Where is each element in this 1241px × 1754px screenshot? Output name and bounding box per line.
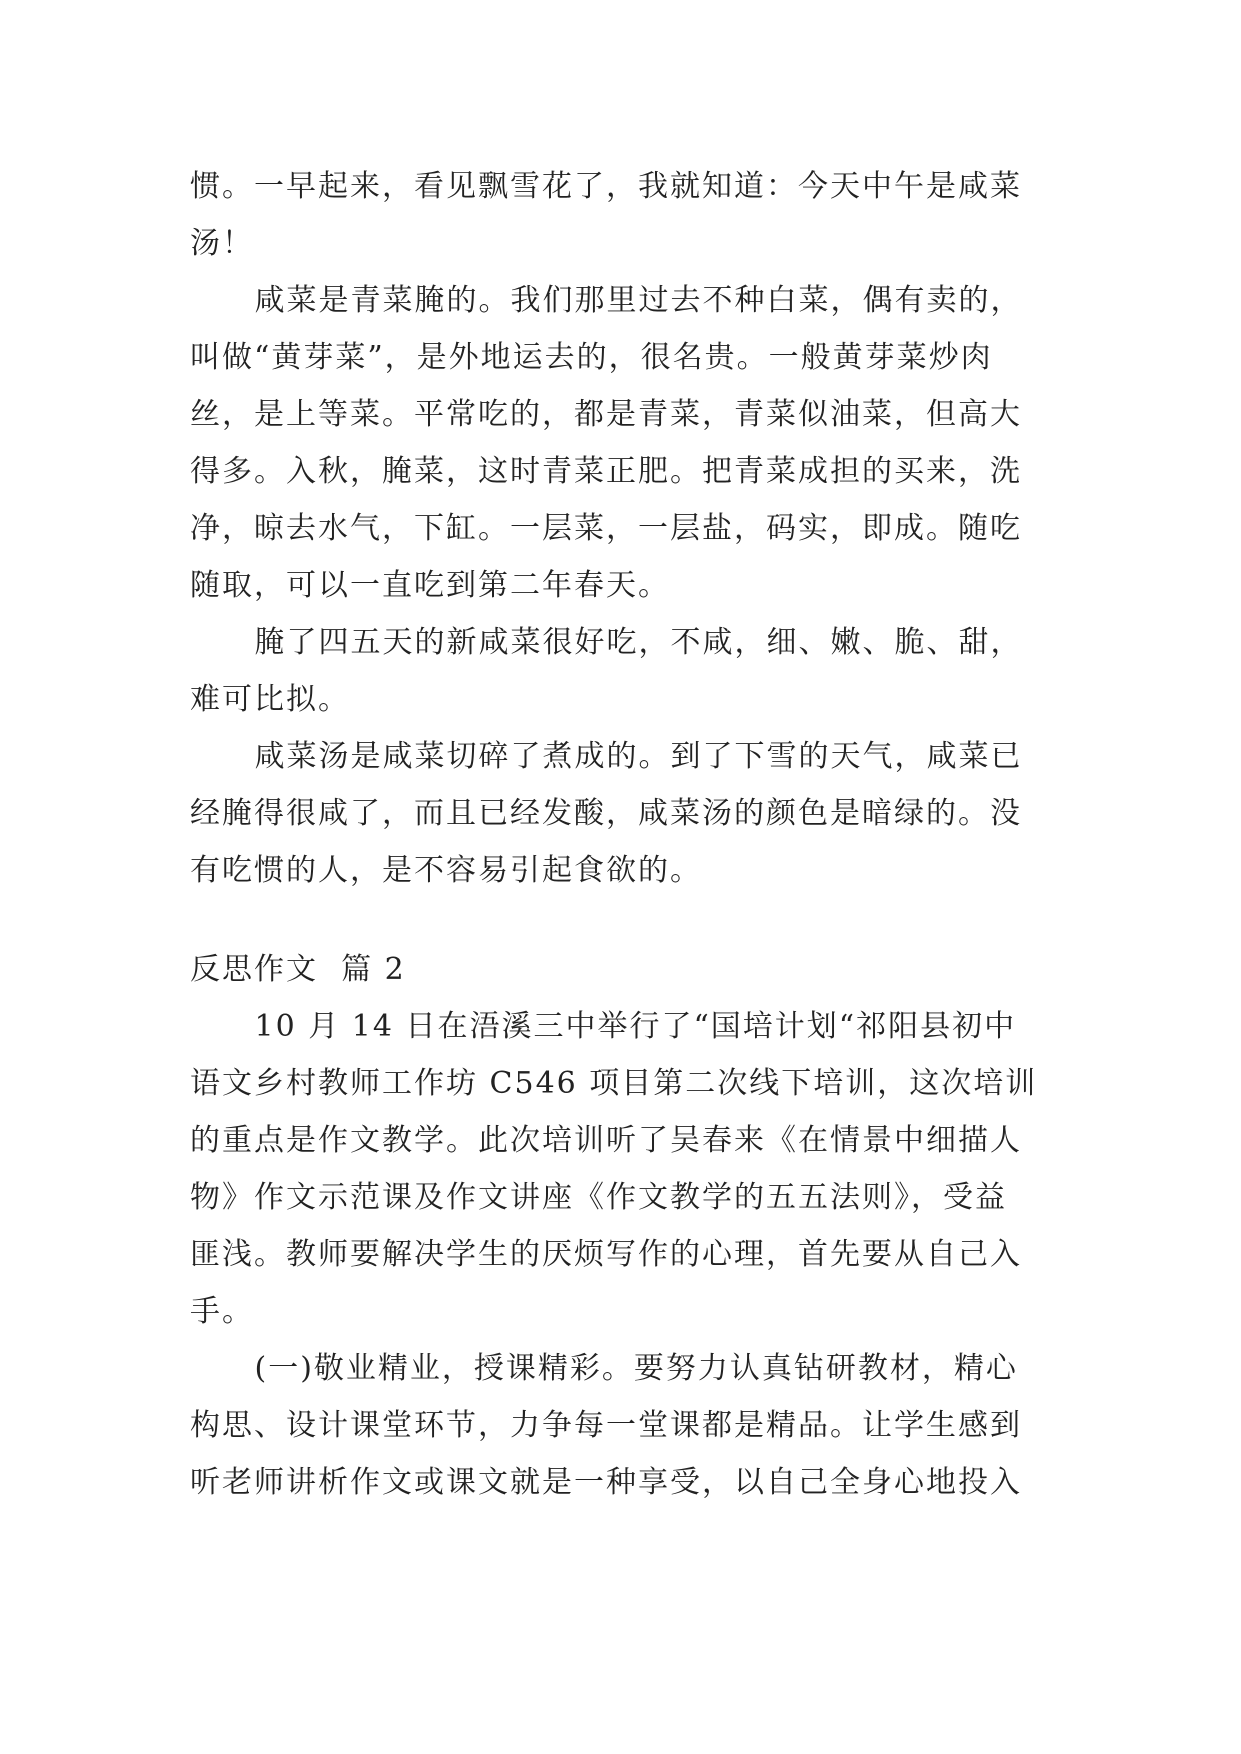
section-heading [190, 941, 1070, 998]
text-line: (一)敬业精业，授课精彩。要努力认真钻研教材，精心 [254, 1351, 1018, 1386]
text-line: 的重点是作文教学。此次培训听了吴春来《在情景中细描人 [190, 1123, 1022, 1158]
text-line: 手。 [190, 1294, 254, 1329]
text-line: 腌了四五天的新咸菜很好吃，不咸，细、嫩、脆、甜， [254, 625, 1023, 660]
text-line: 惯。一早起来，看见飘雪花了，我就知道：今天中午是咸菜 [190, 169, 1022, 204]
text-line: 语文乡村教师工作坊 C546 项目第二次线下培训，这次培训 [190, 1066, 1038, 1101]
paragraph-training-summary [190, 998, 1070, 1340]
text-line: 净，晾去水气，下缸。一层菜，一层盐，码实，即成。随吃 [190, 511, 1022, 546]
text-line: 物》作文示范课及作文讲座《作文教学的五五法则》，受益 [190, 1180, 1007, 1215]
section-heading-text: 反思作文 篇 2 [190, 952, 406, 987]
text-line: 经腌得很咸了，而且已经发酸，咸菜汤的颜色是暗绿的。没 [190, 796, 1022, 831]
paragraph-new-pickles [190, 614, 1070, 728]
text-line: 咸菜是青菜腌的。我们那里过去不种白菜，偶有卖的， [254, 283, 1023, 318]
document-body [190, 158, 1070, 1511]
text-line: 10 月 14 日在浯溪三中举行了“国培计划“祁阳县初中 [254, 1009, 1017, 1044]
paragraph-pickled-vegetables [190, 272, 1070, 614]
text-line: 叫做“黄芽菜”，是外地运去的，很名贵。一般黄芽菜炒肉 [190, 340, 993, 375]
text-line: 汤！ [190, 226, 254, 261]
text-line: 有吃惯的人，是不容易引起食欲的。 [190, 853, 702, 888]
paragraph-dedication [190, 1340, 1070, 1511]
paragraph-continued [190, 158, 1070, 272]
text-line: 咸菜汤是咸菜切碎了煮成的。到了下雪的天气，咸菜已 [254, 739, 1023, 774]
text-line: 得多。入秋，腌菜，这时青菜正肥。把青菜成担的买来，洗 [190, 454, 1022, 489]
text-line: 听老师讲析作文或课文就是一种享受，以自己全身心地投入 [190, 1465, 1022, 1500]
text-line: 丝，是上等菜。平常吃的，都是青菜，青菜似油菜，但高大 [190, 397, 1022, 432]
text-line: 难可比拟。 [190, 682, 350, 717]
text-line: 构思、设计课堂环节，力争每一堂课都是精品。让学生感到 [190, 1408, 1022, 1443]
text-line: 随取，可以一直吃到第二年春天。 [190, 568, 670, 603]
paragraph-pickle-soup [190, 728, 1070, 899]
text-line: 匪浅。教师要解决学生的厌烦写作的心理，首先要从自己入 [190, 1237, 1022, 1272]
